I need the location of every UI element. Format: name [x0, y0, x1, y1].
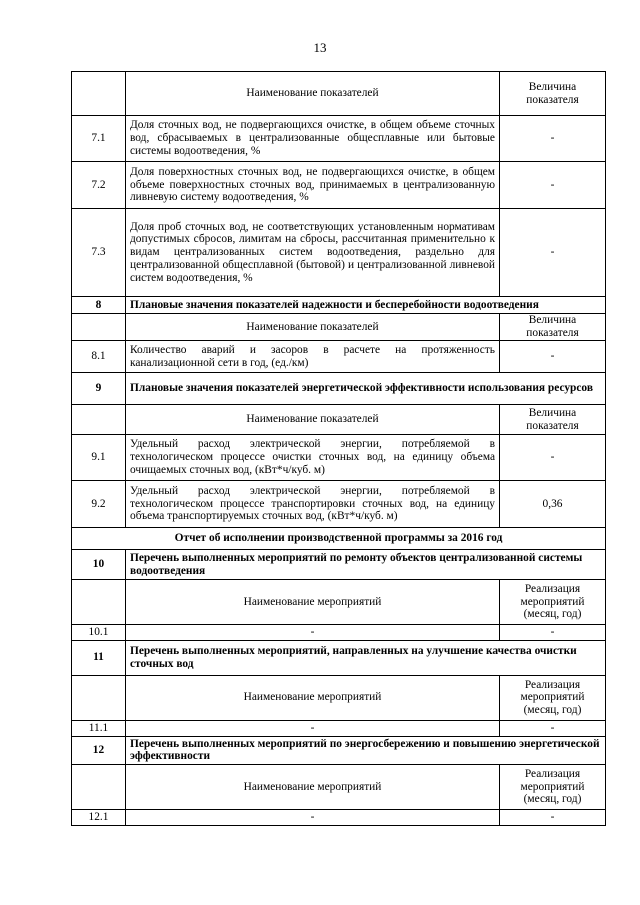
- table-row: [72, 481, 606, 528]
- header-value-col: Величина показателя: [500, 405, 606, 435]
- section-title: Перечень выполненных мероприятий, направленных на улучшение качества очистки сточных вод: [126, 640, 606, 675]
- section-number: 8: [72, 297, 126, 314]
- report-title: Отчет об исполнении производственной программы за 2016 год: [72, 528, 606, 550]
- header-name-col: Наименование показателей: [126, 314, 500, 341]
- section-9-header-row: [72, 405, 606, 435]
- header-value-col: Реализация мероприятий (месяц, год): [500, 675, 606, 720]
- table-row: [72, 209, 606, 297]
- section-12-title-row: [72, 736, 606, 765]
- table-row: [72, 625, 606, 641]
- row-value: -: [500, 810, 606, 826]
- section-11-title-row: [72, 640, 606, 675]
- section-8-title-row: [72, 297, 606, 314]
- row-number: 9.2: [72, 481, 126, 528]
- row-value: -: [500, 720, 606, 736]
- header-value-col: Реализация мероприятий (месяц, год): [500, 765, 606, 810]
- row-value: 0,36: [500, 481, 606, 528]
- row-text: Доля проб сточных вод, не соответствующих установленным нормативам допустимых сбросов, лимитам на сбросы, рассчитанная применительно к видам централизованных систем водоотведения, раздельно для централизованной общесплавной (бытовой) и централизованной ливневой систем водоотведения, %: [126, 209, 500, 297]
- section-8-header-row: [72, 314, 606, 341]
- row-number: 11.1: [72, 720, 126, 736]
- row-text: -: [126, 625, 500, 641]
- section-11-header-row: [72, 675, 606, 720]
- section-title: Плановые значения показателей энергетической эффективности использования ресурсов: [126, 373, 606, 405]
- row-value: -: [500, 162, 606, 209]
- header-value-col: Величина показателя: [500, 314, 606, 341]
- section-number: 11: [72, 640, 126, 675]
- table-row: [72, 162, 606, 209]
- row-text: Количество аварий и засоров в расчете на протяженность канализационной сети в год, (ед./км): [126, 341, 500, 373]
- header-name-col: Наименование показателей: [126, 405, 500, 435]
- header-name-col: Наименование мероприятий: [126, 765, 500, 810]
- row-value: -: [500, 116, 606, 162]
- row-text: Доля сточных вод, не подвергающихся очистке, в общем объеме сточных вод, сбрасываемых в централизованные общесплавные или бытовые системы водоотведения, %: [126, 116, 500, 162]
- indicators-table: [71, 71, 606, 826]
- header-name-col: Наименование мероприятий: [126, 580, 500, 625]
- row-number: 10.1: [72, 625, 126, 641]
- table-row: [72, 435, 606, 481]
- table-row: [72, 341, 606, 373]
- row-text: Удельный расход электрической энергии, потребляемой в технологическом процессе транспортировки сточных вод, на единицу объема транспортируемых сточных вод, (кВт*ч/куб. м): [126, 481, 500, 528]
- row-text: Удельный расход электрической энергии, потребляемой в технологическом процессе очистки сточных вод, на единицу объема очищаемых сточных вод, (кВт*ч/куб. м): [126, 435, 500, 481]
- header-value-col: Реализация мероприятий (месяц, год): [500, 580, 606, 625]
- section-title: Перечень выполненных мероприятий по ремонту объектов централизованной системы водоотведения: [126, 550, 606, 580]
- section-title: Плановые значения показателей надежности и бесперебойности водоотведения: [126, 297, 606, 314]
- page-number: 13: [313, 40, 327, 55]
- section-number: 12: [72, 736, 126, 765]
- header-name-col: Наименование показателей: [126, 72, 500, 116]
- row-text: Доля поверхностных сточных вод, не подвергающихся очистке, в общем объеме поверхностных сточных вод, принимаемых в централизованную ливневую систему водоотведения, %: [126, 162, 500, 209]
- section-number: 9: [72, 373, 126, 405]
- row-text: -: [126, 720, 500, 736]
- section-number: 10: [72, 550, 126, 580]
- report-title-row: [72, 528, 606, 550]
- row-value: -: [500, 435, 606, 481]
- header-value-col: Величина показателя: [500, 72, 606, 116]
- section-9-title-row: [72, 373, 606, 405]
- section-12-header-row: [72, 765, 606, 810]
- section-10-title-row: [72, 550, 606, 580]
- row-number: 7.1: [72, 116, 126, 162]
- row-number: 8.1: [72, 341, 126, 373]
- row-number: 9.1: [72, 435, 126, 481]
- row-text: -: [126, 810, 500, 826]
- table-row: [72, 720, 606, 736]
- table-header-row: [72, 72, 606, 116]
- row-value: -: [500, 341, 606, 373]
- table-row: [72, 116, 606, 162]
- row-number: 7.2: [72, 162, 126, 209]
- section-10-header-row: [72, 580, 606, 625]
- section-title: Перечень выполненных мероприятий по энергосбережению и повышению энергетической эффективности: [126, 736, 606, 765]
- row-value: -: [500, 209, 606, 297]
- header-name-col: Наименование мероприятий: [126, 675, 500, 720]
- row-number: 7.3: [72, 209, 126, 297]
- row-number: 12.1: [72, 810, 126, 826]
- table-row: [72, 810, 606, 826]
- row-value: -: [500, 625, 606, 641]
